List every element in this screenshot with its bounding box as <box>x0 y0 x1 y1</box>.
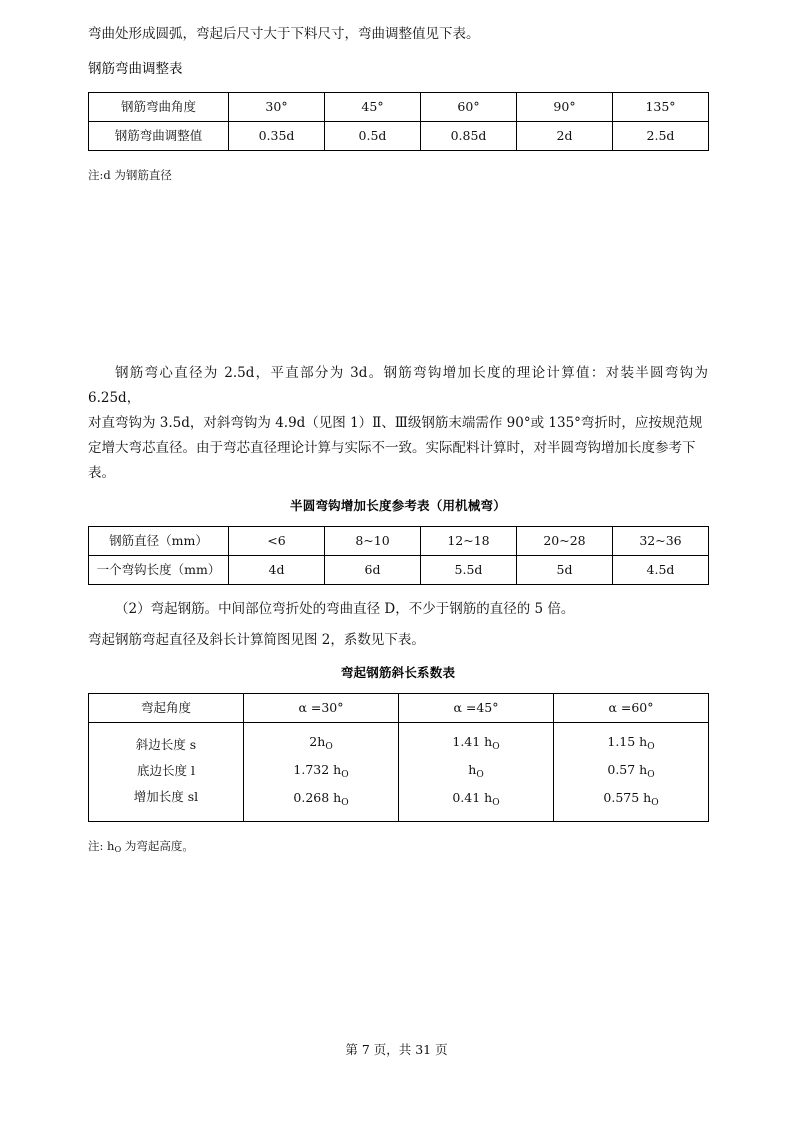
subscript: O <box>476 769 484 780</box>
paragraph-2: （2）弯起钢筋。中间部位弯折处的弯曲直径 D，不少于钢筋的直径的 5 倍。 <box>115 601 575 617</box>
table-cell: 135° <box>613 93 709 122</box>
intro-paragraph: 弯曲处形成圆弧，弯起后尺寸大于下料尺寸，弯曲调整值见下表。 <box>88 26 480 42</box>
table-cell-value: 0.41 $h_O$ <box>452 790 500 808</box>
row-label: 增加长度 sl <box>133 789 199 804</box>
table-cell: 2d <box>517 122 613 151</box>
table-cell: 45° <box>325 93 421 122</box>
table-row <box>89 122 709 151</box>
table-cell: α =45° <box>399 694 554 723</box>
paragraph-3: 弯起钢筋弯起直径及斜长计算简图见图 2，系数见下表。 <box>88 632 425 648</box>
table-cell: 0.5d <box>325 122 421 151</box>
table3-note <box>88 836 708 857</box>
table-cell: 0.35d <box>229 122 325 151</box>
table-cell: 8~10 <box>325 527 421 556</box>
row-header: 钢筋直径（mm） <box>89 527 229 556</box>
blank-region-spacer <box>88 185 708 361</box>
subscript: O <box>647 769 655 780</box>
spacer-before-table2-title <box>88 486 708 496</box>
top-margin-spacer <box>88 0 708 22</box>
table-cell: 5.5d <box>421 556 517 585</box>
table-cell: 6d <box>325 556 421 585</box>
subscript: O <box>325 741 333 752</box>
row-label: 斜边长度 s <box>135 737 197 752</box>
table-cell: 0.85d <box>421 122 517 151</box>
subscript: O <box>492 797 500 808</box>
table-cell-value: 0.268 $h_O$ <box>293 790 349 808</box>
table-cell: 60° <box>421 93 517 122</box>
table2-title: 半圆弯钩增加长度参考表（用机械弯） <box>290 498 506 513</box>
row-label: 底边长度 l <box>137 763 195 778</box>
table-cell-value: 0.57 $h_O$ <box>607 762 655 780</box>
table3-note-suffix: 为弯起高度。 <box>121 839 194 853</box>
table-row <box>89 723 709 822</box>
table-row <box>89 556 709 585</box>
row-header: 钢筋弯曲调整值 <box>89 122 229 151</box>
subscript: O <box>651 797 659 808</box>
spacer-before-table3 <box>88 683 708 693</box>
semicircular-hook-length-table <box>88 526 709 585</box>
subscript: O <box>341 797 349 808</box>
table3-title: 弯起钢筋斜长系数表 <box>340 665 456 680</box>
table-cell: α =60° <box>554 694 709 723</box>
subscript: O <box>492 741 500 752</box>
table1-note: 注:d 为钢筋直径 <box>88 168 172 182</box>
value-group-60 <box>554 723 709 822</box>
body-paragraph-line: 钢筋弯心直径为 2.5d，平直部分为 3d。钢筋弯钩增加长度的理论计算值：对装半圆弯钩为 6.25d， <box>88 365 708 406</box>
table-cell: 90° <box>517 93 613 122</box>
table-cell: 20~28 <box>517 527 613 556</box>
bent-bar-slope-coefficient-table <box>88 693 709 822</box>
page-content <box>88 0 708 857</box>
table-cell-value: $h_O$ <box>468 762 484 780</box>
body-paragraph-line: 定增大弯芯直径。由于弯芯直径理论计算与实际不一致。实际配料计算时，对半圆弯钩增加长度参考下 <box>88 440 696 456</box>
body-paragraph-line: 对直弯钩为 3.5d，对斜弯钩为 4.9d（见图 1）Ⅱ、Ⅲ级钢筋末端需作 90°或 135°弯折时，应按规范规 <box>88 415 703 431</box>
value-group-30 <box>244 723 399 822</box>
table-row <box>89 694 709 723</box>
table-row <box>89 93 709 122</box>
table-cell: 12~18 <box>421 527 517 556</box>
table-cell: α =30° <box>244 694 399 723</box>
row-label-group <box>89 723 244 822</box>
spacer-after-table1 <box>88 151 708 165</box>
table-cell: 4.5d <box>613 556 709 585</box>
table-row <box>89 527 709 556</box>
table-cell-value: 1.41 $h_O$ <box>452 734 500 752</box>
table3-note-prefix: 注: h <box>88 839 115 853</box>
spacer-before-table3-title <box>88 653 708 663</box>
table-cell: 2.5d <box>613 122 709 151</box>
table-cell: 32~36 <box>613 527 709 556</box>
table-cell: 5d <box>517 556 613 585</box>
table-cell-value: $2h_O$ <box>309 734 333 752</box>
subscript: O <box>114 844 122 855</box>
table-cell-value: 1.15 $h_O$ <box>607 734 655 752</box>
row-header: 钢筋弯曲角度 <box>89 93 229 122</box>
body-paragraph-line: 表。 <box>88 465 115 481</box>
body-paragraph <box>88 361 708 486</box>
table-cell: <6 <box>229 527 325 556</box>
spacer-before-table2 <box>88 516 708 526</box>
value-group-45 <box>399 723 554 822</box>
steel-bend-adjustment-table <box>88 92 709 151</box>
subscript: O <box>341 769 349 780</box>
spacer-after-table2 <box>88 585 708 597</box>
page-footer: 第 7 页，共 31 页 <box>345 1042 448 1057</box>
subscript: O <box>647 741 655 752</box>
table-cell-value: 0.575 $h_O$ <box>603 790 659 808</box>
table1-caption: 钢筋弯曲调整表 <box>88 61 183 77</box>
row-header: 一个弯钩长度（mm） <box>89 556 229 585</box>
spacer-after-intro <box>88 47 708 57</box>
spacer-after-table3 <box>88 822 708 836</box>
spacer-before-table1 <box>88 82 708 92</box>
row-header: 弯起角度 <box>89 694 244 723</box>
table-cell: 30° <box>229 93 325 122</box>
table-cell: 4d <box>229 556 325 585</box>
table-cell-value: 1.732 $h_O$ <box>293 762 349 780</box>
